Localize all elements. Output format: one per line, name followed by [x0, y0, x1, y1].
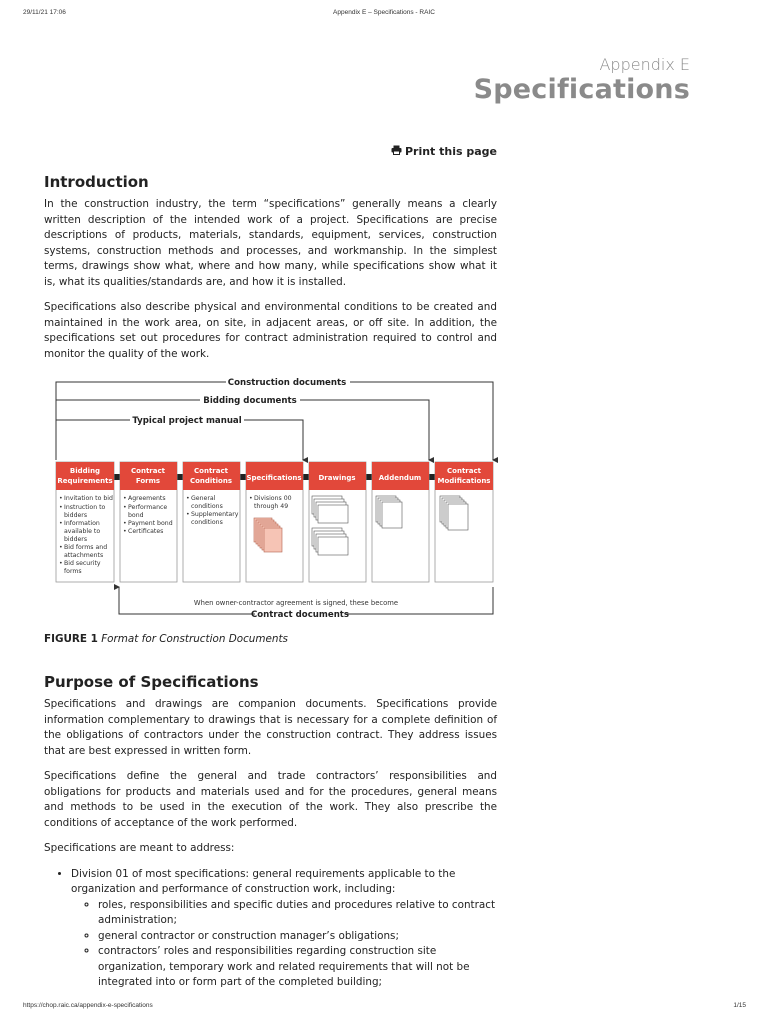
svg-text:Contract: Contract: [194, 467, 228, 475]
svg-text:bond: bond: [128, 512, 144, 519]
svg-text:•: •: [59, 520, 63, 527]
figure-box-bidding-requirements: [56, 462, 114, 582]
construction-documents-label: Construction documents: [227, 378, 347, 388]
svg-text:•: •: [59, 504, 63, 511]
svg-text:•: •: [59, 544, 63, 551]
svg-text:Bid forms and: Bid forms and: [64, 544, 108, 551]
list-item: [71, 867, 497, 991]
sub-list-item: ◦ contractors’ roles and responsibilities regarding construction site organization, temporary work and related requirements that will not be integrated into or form part of the completed building;: [98, 944, 497, 991]
svg-text:through 49: through 49: [254, 503, 289, 510]
figure-box-title: Drawings: [318, 474, 356, 482]
project-manual-label: Typical project manual: [132, 416, 242, 426]
intro-paragraph: In the construction industry, the term “specifications” generally means a clearly written description of the intended work of a project. Specifications are precise descriptions of products, materials, standards, equipment, services, construction systems, construction methods and processes, and workmanship. In the simplest terms, drawings show what, where and how many, while specifications show what it is, what its qualities/standards are, and how it is installed.: [44, 198, 497, 288]
svg-text:•: •: [123, 520, 127, 527]
figure-item: Certificates: [128, 528, 164, 535]
intro-paragraph: Specifications also describe physical and environmental conditions to be created and maintained in the work area, on site, in adjacent areas, or off site. In addition, the specifications set out procedures for contract administration required to control and monitor the quality of the work.: [44, 301, 497, 360]
contract-documents-label: Contract documents: [250, 610, 350, 620]
figure-box-contract-conditions: [183, 462, 240, 582]
appendix-label: Appendix E: [599, 55, 690, 74]
print-footer-page: 1/15: [733, 1002, 746, 1009]
figure-caption: [44, 633, 497, 645]
sub-list: [71, 898, 497, 991]
svg-text:•: •: [186, 511, 190, 518]
figure-box-title: Specifications: [246, 474, 302, 482]
svg-text:bidders: bidders: [64, 536, 88, 543]
svg-text:Forms: Forms: [135, 477, 161, 485]
svg-text:General: General: [191, 495, 216, 502]
purpose-paragraph: Specifications and drawings are companion documents. Specifications provide information complementary to drawings that is necessary for a complete definition of the obligations of contractors under the construction contract. They address issues that are best expressed in written form.: [44, 698, 497, 757]
figure-caption-text: Format for Construction Documents: [101, 633, 288, 645]
page-title: Specifications: [473, 74, 690, 105]
svg-text:Bidding: Bidding: [69, 467, 101, 475]
intro-section: [44, 173, 497, 362]
print-page-label: Print this page: [404, 145, 497, 158]
svg-text:•: •: [123, 504, 127, 511]
svg-text:Conditions: Conditions: [189, 477, 233, 485]
purpose-paragraph: Specifications are meant to address:: [44, 842, 235, 854]
figure-caption-number: FIGURE 1: [44, 633, 98, 645]
svg-text:forms: forms: [64, 568, 82, 575]
figure-box-specifications: [246, 462, 303, 582]
document-stack-icon: [376, 496, 402, 528]
construction-documents-figure: [44, 372, 500, 624]
svg-text:Requirements: Requirements: [57, 477, 113, 485]
svg-text:•: •: [186, 495, 190, 502]
sub-list-item: ◦ roles, responsibilities and specific duties and procedures relative to contract administration;: [98, 898, 497, 929]
purpose-paragraph: Specifications define the general and trade contractors’ responsibilities and obligations for products and materials used and for the procedures, general means and methods to be used in the execution of the work. They also prescribe the conditions of acceptance of the work performed.: [44, 770, 497, 829]
svg-text:•: •: [59, 495, 63, 502]
svg-text:Supplementary: Supplementary: [191, 511, 239, 518]
svg-text:attachments: attachments: [64, 552, 104, 559]
sub-list-item: ◦ general contractor or construction manager’s obligations;: [98, 929, 497, 945]
svg-text:Performance: Performance: [128, 504, 168, 511]
figure-item: Agreements: [128, 495, 166, 502]
document-stack-icon: [440, 496, 468, 530]
bottom-note: When owner-contractor agreement is signed, these become: [193, 599, 399, 607]
print-page-link[interactable]: [391, 145, 497, 158]
svg-text:•: •: [59, 560, 63, 567]
svg-text:Instruction to: Instruction to: [64, 504, 106, 511]
print-header-datetime: 29/11/21 17:06: [23, 9, 66, 16]
purpose-section: [44, 673, 497, 991]
svg-text:Modifications: Modifications: [437, 477, 491, 485]
svg-text:Contract: Contract: [447, 467, 481, 475]
figure-item: Invitation to bid: [64, 495, 113, 502]
address-list: [44, 867, 497, 991]
intro-heading: Introduction: [44, 173, 149, 191]
svg-text:•: •: [123, 528, 127, 535]
svg-text:conditions: conditions: [191, 519, 223, 526]
print-header-title: Appendix E – Specifications - RAIC: [333, 9, 435, 16]
purpose-heading: Purpose of Specifications: [44, 673, 259, 691]
figure-box-addendum: [372, 462, 429, 582]
printer-icon: [391, 145, 402, 158]
svg-text:•: •: [123, 495, 127, 502]
svg-text:Contract: Contract: [131, 467, 165, 475]
figure-box-contract-modifications: [435, 462, 493, 582]
list-item-text: Division 01 of most specifications: general requirements applicable to the organization and performance of construction work, including:: [71, 867, 456, 895]
svg-text:Information: Information: [64, 520, 100, 527]
figure-box-contract-forms: [120, 462, 177, 582]
svg-text:conditions: conditions: [191, 503, 223, 510]
svg-text:available to: available to: [64, 528, 101, 535]
svg-text:•: •: [249, 495, 253, 502]
figure-item: Payment bond: [128, 520, 173, 527]
svg-text:Bid security: Bid security: [64, 560, 101, 567]
print-footer-url: https://chop.raic.ca/appendix-e-specifications: [23, 1002, 153, 1009]
svg-text:Divisions 00: Divisions 00: [254, 495, 292, 502]
figure-box-title: Addendum: [378, 474, 422, 482]
figure-box-drawings: [309, 462, 366, 582]
bidding-documents-label: Bidding documents: [203, 396, 297, 406]
svg-text:bidders: bidders: [64, 512, 88, 519]
